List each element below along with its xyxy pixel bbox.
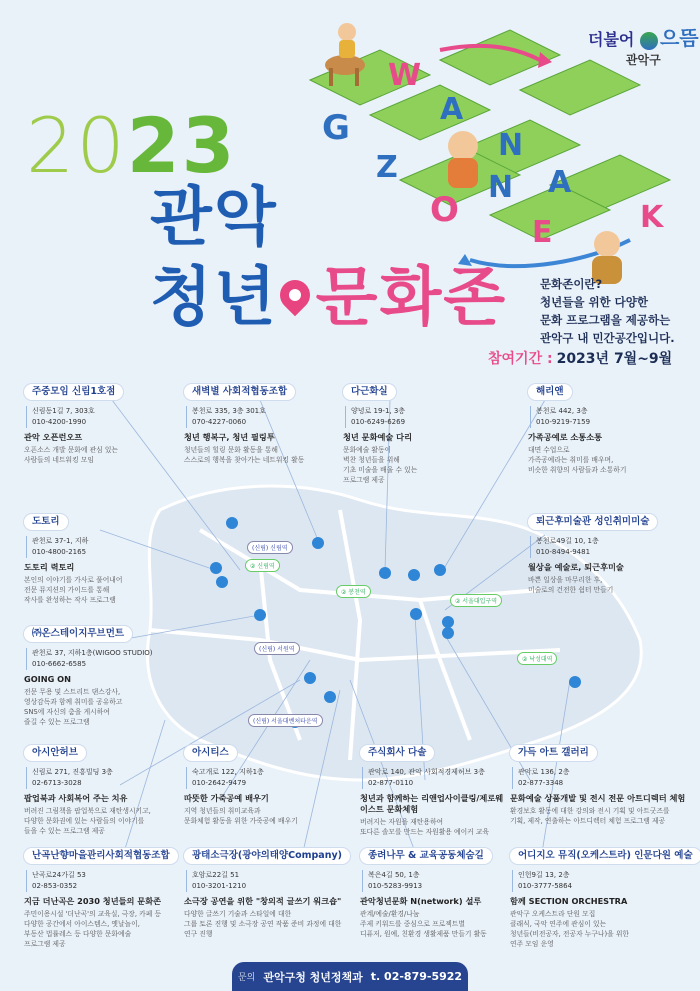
desc-line: 기초 미술을 배울 수 있는 (343, 466, 418, 474)
desc-line: 관계/예술/환경/나눔 (360, 910, 420, 918)
venue-address: 양녕로 19-1, 3층 (351, 407, 406, 415)
desc-line: SNS에 자신의 춤을 게시하여 (24, 708, 110, 716)
venue-card (184, 384, 344, 465)
title-line2-b: 문화존 (315, 261, 508, 335)
venue-card (510, 848, 695, 949)
program-title: GOING ON (24, 674, 71, 684)
program-desc (184, 909, 359, 939)
venue-phone: 010-5283-9913 (368, 882, 423, 890)
venue-name: ㈜온스테이지무브먼트 (24, 626, 132, 642)
desc-line: 또다른 솔모를 만드는 자원활용 예이커 교육 (360, 828, 489, 836)
desc-line: 스스로의 행복을 찾아가는 네트워킹 활동 (184, 456, 305, 464)
program-title: 청년과 함께하는 리앤업사이클링/제로웨이스트 문화체험 (360, 793, 504, 814)
venue-card (24, 514, 174, 605)
desc-line: 다양한 글쓰기 기술과 스타일에 대한 (184, 910, 292, 918)
venue-contact (362, 767, 510, 789)
venue-name: 해리앤 (528, 384, 572, 400)
program-desc (24, 806, 189, 836)
footer-label: 문의 (237, 973, 256, 983)
venue-contact (512, 870, 695, 892)
station-nakseongdae: ② 낙성대역 (517, 652, 557, 665)
desc-line: 환경보호 활동에 대한 강의와 전시 기획 및 아트굿즈를 (510, 807, 670, 815)
desc-line: 다양한 공간에서 아이스템스, 옛날놀이, (24, 920, 140, 928)
desc-line: 전문 무용 및 스트리트 댄스강사, (24, 688, 121, 696)
venue-contact (26, 648, 184, 670)
map-pin-icon (273, 274, 315, 316)
program-desc (360, 817, 510, 837)
desc-line: 즐길 수 있는 프로그램 (24, 718, 90, 726)
desc-line: 클래식, 국악 연주에 관심이 있는 (510, 920, 607, 928)
venue-phone: 010-6662-6585 (32, 660, 87, 668)
venue-contact (512, 767, 695, 789)
iso-letter-a2: A (548, 165, 572, 200)
venue-card (184, 745, 334, 826)
venue-contact (530, 406, 688, 428)
venue-contact (530, 536, 693, 558)
program-desc (528, 445, 688, 475)
program-desc (24, 575, 174, 605)
desc-line: 프로그램 제공 (24, 940, 66, 948)
logo-text-line3: 관악구 (625, 53, 661, 67)
venue-contact (186, 870, 359, 892)
title-line2-a: 청년 (150, 261, 278, 335)
desc-line: 다양한 문화권에 있는 사람들의 이야기를 (24, 817, 145, 825)
venue-phone: 02-877-0110 (368, 779, 414, 787)
period-value: 2023년 7월~9월 (556, 351, 673, 367)
desc-line: 본인의 이야기를 가사로 풀어내어 (24, 576, 123, 584)
iso-letter-w: W (388, 58, 422, 93)
program-title: 청년 행복구, 청년 필링투 (184, 432, 275, 442)
intro-text (540, 275, 690, 347)
venue-phone: 010-4200-1990 (32, 418, 87, 426)
contact-footer (232, 962, 468, 991)
venue-address: 관악로 136, 2층 (518, 768, 570, 776)
intro-line: 청년들을 위한 다양한 (540, 295, 648, 309)
iso-letter-o: O (430, 190, 459, 230)
desc-line: 연구 진행 (184, 930, 213, 938)
station-seowon: (신림) 서원역 (254, 642, 300, 655)
venue-name: 광태소극장(광야의태양Company) (184, 848, 350, 864)
desc-line: 디퓨저, 원예, 친환경 생활제품 만들기 활동 (360, 930, 487, 938)
venue-phone: 010-9219-7159 (536, 418, 591, 426)
desc-line: 버려지는 자원을 재탄용하여 (360, 818, 444, 826)
venue-address: 관천로 37-1, 지하 (32, 537, 89, 545)
venue-contact (26, 536, 174, 558)
program-desc (510, 909, 695, 949)
iso-letter-n2: N (488, 170, 514, 205)
station-sillim-line: (신림) 신림역 (247, 541, 293, 554)
program-desc (24, 687, 184, 727)
venue-address: 신림동1길 7, 303호 (32, 407, 95, 415)
venue-card (343, 384, 463, 485)
venue-address: 봉천로49길 10, 1층 (536, 537, 599, 545)
venue-card (24, 626, 184, 727)
program-title: 가족공예로 소통소통 (528, 432, 603, 442)
venue-contact (186, 767, 334, 789)
iso-letter-z: Z (376, 150, 398, 185)
intro-line: 문화 프로그램을 제공하는 (540, 313, 671, 327)
venue-card (528, 514, 693, 595)
iso-letter-n: N (498, 128, 524, 163)
footer-org: 관악구청 청년정책과 (263, 970, 363, 984)
venue-name: 주중모임 신림1호점 (24, 384, 123, 400)
logo-text-line1: 더불어 (588, 30, 635, 49)
venue-phone: 02-877-3348 (518, 779, 564, 787)
station-venture-town: (신림) 서울대벤처타운역 (248, 714, 323, 727)
venue-contact (26, 406, 174, 428)
program-desc (528, 575, 693, 595)
program-title: 팝업북과 사회복어 주는 치유 (24, 793, 128, 803)
iso-letter-k: K (640, 200, 664, 235)
station-snu: ② 서울대입구역 (450, 594, 502, 607)
desc-line: 주제 키워드를 중심으로 프로젝트별 (360, 920, 465, 928)
venue-phone: 010-3201-1210 (192, 882, 247, 890)
venue-phone: 010-8494-9481 (536, 548, 591, 556)
venue-card (360, 848, 510, 939)
desc-line: 대면 수업으로 (528, 446, 570, 454)
desc-line: 관악구 오케스트라 단원 모집 (510, 910, 596, 918)
iso-letter-e: E (532, 215, 553, 250)
desc-line: 지역 청년들의 취미교육과 (184, 807, 261, 815)
venue-phone: 010-4800-2165 (32, 548, 87, 556)
program-desc (343, 445, 463, 485)
program-desc (184, 445, 344, 465)
desc-line: 영상감독과 함께 취미를 공유하고 (24, 698, 123, 706)
district-logo (588, 22, 699, 68)
drop-icon (640, 32, 658, 50)
venue-name: 가득 아트 갤러리 (510, 745, 597, 761)
venue-name: 어디지오 뮤직(오케스트라) 인문다원 예술 (510, 848, 700, 864)
desc-line: 프로그램 제공 (343, 476, 385, 484)
station-bongcheon: ② 봉천역 (336, 585, 371, 598)
venue-card (24, 745, 189, 836)
venue-name: 새벽별 사회적협동조합 (184, 384, 295, 400)
desc-line: 전문 뮤지션의 가이드를 통해 (24, 586, 110, 594)
iso-letter-g: G (322, 108, 350, 148)
desc-line: 연주 모임 운영 (510, 940, 554, 948)
venue-address: 난곡로24가길 53 (32, 871, 86, 879)
program-title: 따뜻한 가죽공예 배우기 (184, 793, 269, 803)
venue-address: 관천로 37, 지하1층(WIGOO STUDIO) (32, 649, 153, 657)
desc-line: 가족공예라는 취미를 배우며, (528, 456, 614, 464)
desc-line: 벽찬 청년들을 위해 (343, 456, 400, 464)
program-title: 소극장 공연을 위한 "창의적 글쓰기 워크숍" (184, 896, 342, 906)
venue-contact (345, 406, 463, 428)
title-line1: 관악 (150, 181, 278, 255)
venue-card (24, 848, 194, 949)
desc-line: 청년들(비전공자, 전공자 누구나)을 위한 (510, 930, 629, 938)
program-desc (360, 909, 510, 939)
program-title: 청년 문화예술 다리 (343, 432, 412, 442)
venue-card (24, 384, 174, 465)
venue-contact (362, 870, 510, 892)
venue-name: 아시티스 (184, 745, 237, 761)
logo-text-line2: 으뜸 (659, 26, 699, 50)
program-desc (184, 806, 334, 826)
program-title: 함께 SECTION ORCHESTRA (510, 896, 628, 906)
desc-line: 문화예술 활동이 (343, 446, 392, 454)
venue-name: 도토리 (24, 514, 68, 530)
venue-address: 관악로 140, 관악 사회적경제허브 3층 (368, 768, 485, 776)
venue-name: 종려나무 & 교육공동체숨길 (360, 848, 492, 864)
venue-card (528, 384, 688, 475)
program-title: 관악청년문화 N(network) 설루 (360, 896, 482, 906)
program-desc (24, 909, 194, 949)
venue-contact (186, 406, 344, 428)
venue-address: 숙고개로 122, 지하1층 (192, 768, 264, 776)
desc-line: 부동산 법률레스 등 다양한 문화예술 (24, 930, 132, 938)
program-title: 월상을 예술로, 퇴근후미술 (528, 562, 624, 572)
program-title: 지금 더난곡은 2030 청년들의 문화존 (24, 896, 162, 906)
desc-line: 버려진 그림책을 팝업북으로 재탄생시키고, (24, 807, 151, 815)
venue-phone: 02-6713-3028 (32, 779, 82, 787)
venue-card (360, 745, 510, 837)
venue-address: 봉천로 442, 3층 (536, 407, 588, 415)
program-desc (24, 445, 174, 465)
desc-line: 문화체험 활동을 위한 가죽공예 배우기 (184, 817, 298, 825)
venue-name: 다근화실 (343, 384, 396, 400)
intro-line: 관악구 내 민간공간입니다. (540, 331, 675, 345)
program-title: 관악 오픈런오프 (24, 432, 83, 442)
venue-phone: 070-4227-0060 (192, 418, 247, 426)
year-bold: 23 (126, 101, 237, 190)
desc-line: 들을 수 있는 프로그램 제공 (24, 827, 105, 835)
venue-phone: 010-3777-5864 (518, 882, 573, 890)
venue-name: 아시안허브 (24, 745, 86, 761)
desc-line: 비슷한 취향의 사람들과 소통하기 (528, 466, 627, 474)
venue-name: 퇴근후미술관 성인취미미술 (528, 514, 657, 530)
venue-address: 신림로 271, 진흥빌딩 3층 (32, 768, 113, 776)
desc-line: 기획, 제작, 연출하는 아트디렉터 체험 프로그램 제공 (510, 817, 666, 825)
footer-phone[interactable]: t. 02-879-5922 (370, 970, 463, 983)
character-illustration-1 (438, 126, 488, 192)
venue-name: 주식회사 다솔 (360, 745, 434, 761)
venue-card (184, 848, 359, 939)
period-label: 참여기간 : (488, 351, 553, 367)
venue-address: 복은4길 50, 1층 (368, 871, 420, 879)
venue-address: 인헌9길 13, 2층 (518, 871, 570, 879)
venue-phone: 010-2642-9479 (192, 779, 247, 787)
venue-contact (26, 870, 194, 892)
desc-line: 주민이용시설 '더난곡'의 교육실, 극장, 카페 등 (24, 910, 162, 918)
desc-line: 오픈소스 개발 문화에 관심 있는 (24, 446, 118, 454)
program-title: 문화예술 상품개발 및 전시 전문 아트디렉터 체험 (510, 793, 686, 803)
year-title (26, 101, 237, 190)
iso-letter-a: A (440, 92, 464, 127)
desc-line: 사람들의 네트워킹 모임 (24, 456, 94, 464)
venue-phone: 02-853-0352 (32, 882, 78, 890)
venue-name: 난곡난향마을관리사회적협동조합 (24, 848, 178, 864)
station-sillim: ② 신림역 (245, 559, 280, 572)
venue-contact (26, 767, 189, 789)
desc-line: 바쁜 일상을 마무리한 후, (528, 576, 603, 584)
desc-line: 청년들의 힐링 문화 활동을 통해 (184, 446, 278, 454)
program-desc (510, 806, 695, 826)
desc-line: 작사를 완성하는 작사 프로그램 (24, 596, 116, 604)
venue-address: 호암로22길 51 (192, 871, 240, 879)
horse-rider-illustration (315, 10, 375, 90)
year-light: 20 (26, 101, 127, 190)
title-line2 (150, 261, 508, 335)
program-title: 도토리 력토리 (24, 562, 75, 572)
desc-line: 미술로의 건전한 쉼터 만들기 (528, 586, 614, 594)
desc-line: 그룹 토론 진행 및 소극장 공연 작품 준비 과정에 대한 (184, 920, 342, 928)
intro-line: 문화존이란? (540, 277, 603, 291)
venue-address: 봉천로 335, 3층 301호 (192, 407, 266, 415)
venue-card (510, 745, 695, 826)
venue-phone: 010-6249-6269 (351, 418, 406, 426)
